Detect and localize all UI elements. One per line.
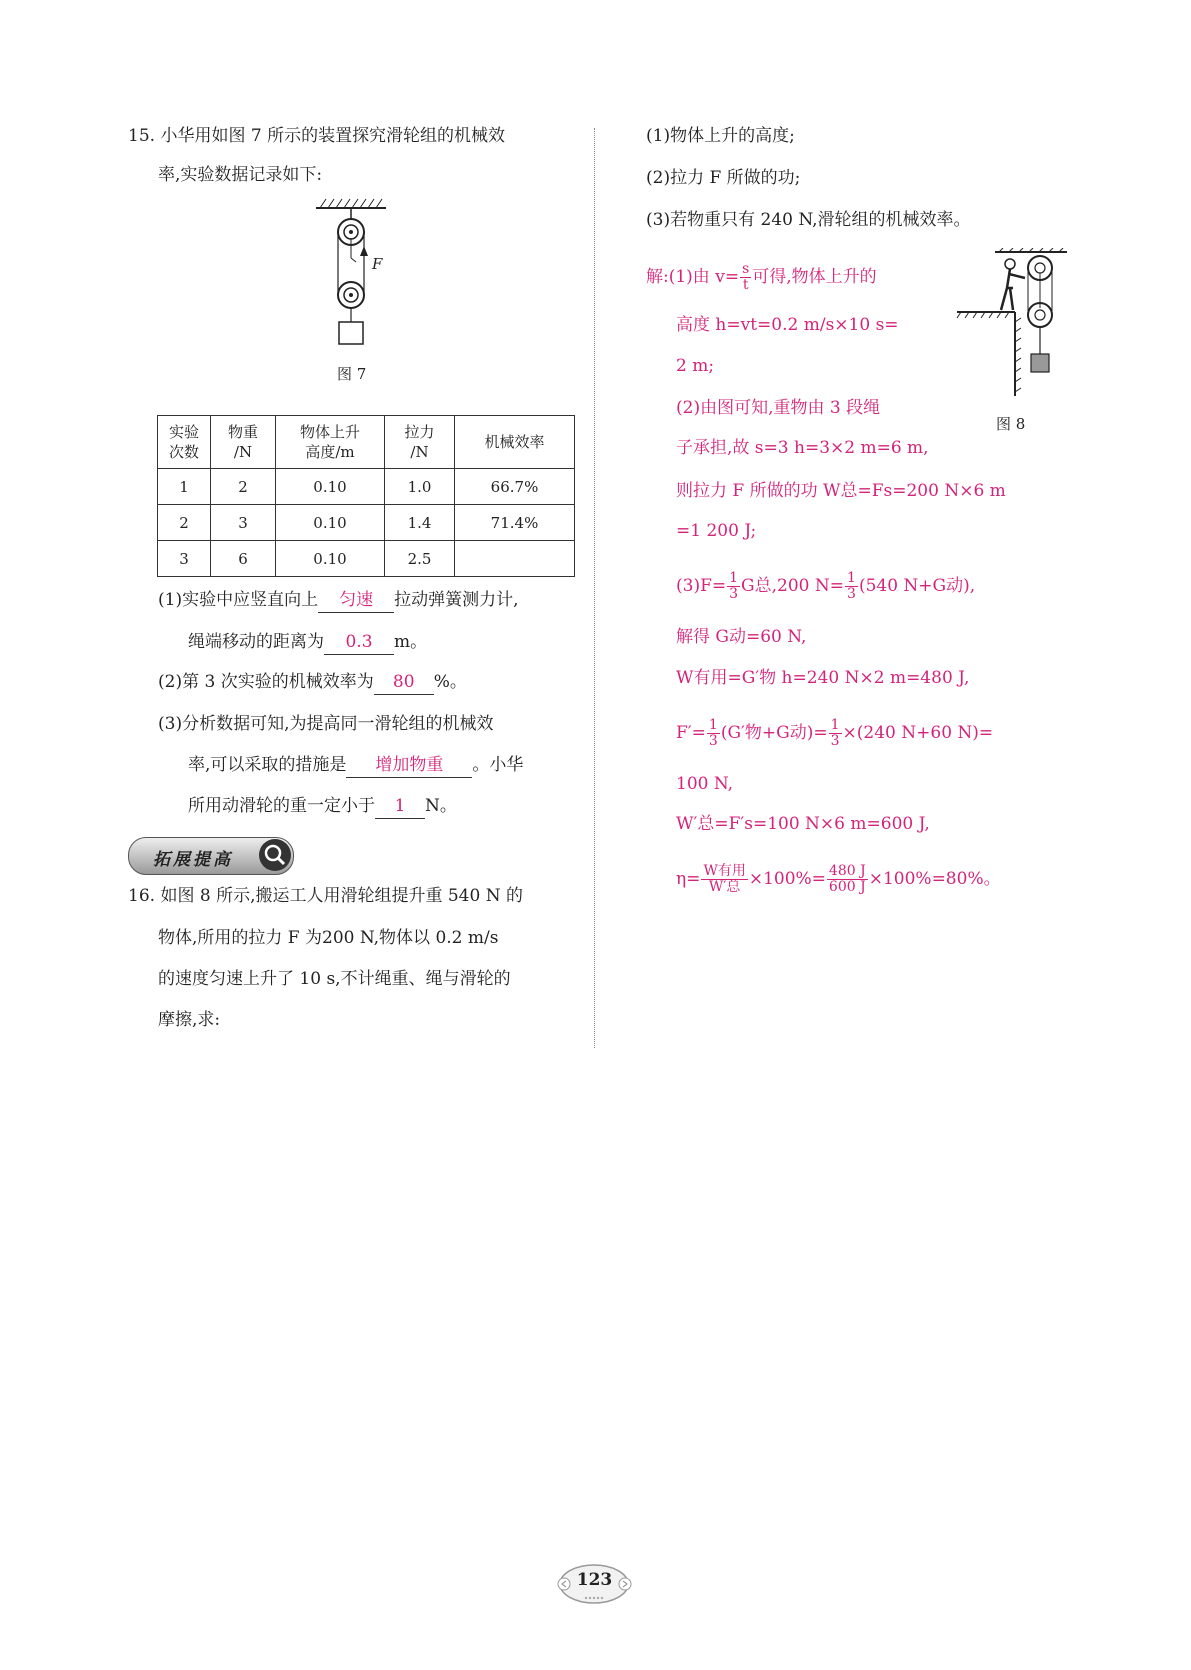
table-cell: 1 xyxy=(158,469,211,505)
solution-line10: W有用=G′物 h=240 N×2 m=480 J, xyxy=(676,668,970,688)
answer-blank-speed: 匀速 xyxy=(318,588,394,613)
table-row xyxy=(158,505,575,541)
table-cell: 2.5 xyxy=(385,541,455,577)
table-header: 物重 /N xyxy=(211,416,276,469)
q15-part1-line2: 绳端移动的距离为 0.3 m。 xyxy=(188,630,427,655)
table-header: 实验 次数 xyxy=(158,416,211,469)
q15-line2: 率,实验数据记录如下: xyxy=(158,165,323,185)
magnifier-icon xyxy=(259,839,291,871)
table-cell: 0.10 xyxy=(276,541,385,577)
solution-line2: 高度 h=vt=0.2 m/s×10 s= xyxy=(676,315,899,335)
table-cell: 0.10 xyxy=(276,505,385,541)
q15-part1-line1: (1)实验中应竖直向上 匀速 拉动弹簧测力计, xyxy=(158,588,519,613)
table-cell: 2 xyxy=(158,505,211,541)
column-divider xyxy=(594,128,595,1048)
solution-line11: F′= $\frac{1}{3}$ (G′物+G动)= $\frac{1}{3}$ ×(240 N+60 N)= xyxy=(676,717,994,749)
solution-line3: 2 m; xyxy=(676,356,715,376)
q15-part3-line2: 率,可以采取的措施是 增加物重 。小华 xyxy=(188,753,523,778)
figure-7-caption: 图 7 xyxy=(337,365,367,383)
table-cell: 1.4 xyxy=(385,505,455,541)
q16-ask2: (2)拉力 F 所做的功; xyxy=(646,168,801,188)
solution-line1: 解:(1)由 v= $\frac{s}{t}$ 可得,物体上升的 xyxy=(646,261,877,293)
force-label-F: F xyxy=(372,255,383,273)
q15-part3-line1: (3)分析数据可知,为提高同一滑轮组的机械效 xyxy=(158,714,494,734)
solution-line12: 100 N, xyxy=(676,774,734,794)
table-cell: 1.0 xyxy=(385,469,455,505)
solution-line9: 解得 G动=60 N, xyxy=(676,627,807,647)
q15-part3-line3: 所用动滑轮的重一定小于 1 N。 xyxy=(188,794,457,819)
fraction-one-third: $\frac{1}{3}$ xyxy=(729,570,739,602)
table-cell: 71.4% xyxy=(455,505,575,541)
fraction-one-third: $\frac{1}{3}$ xyxy=(830,717,840,749)
table-row xyxy=(158,541,575,577)
solution-line7: =1 200 J; xyxy=(676,521,757,541)
table-header: 拉力 /N xyxy=(385,416,455,469)
fraction-one-third: $\frac{1}{3}$ xyxy=(847,570,856,602)
q16-line2: 物体,所用的拉力 F 为200 N,物体以 0.2 m/s xyxy=(158,928,499,948)
solution-line4: (2)由图可知,重物由 3 段绳 xyxy=(676,398,881,418)
fraction-s-over-t: $\frac{s}{t}$ xyxy=(742,261,750,293)
table-cell: 2 xyxy=(211,469,276,505)
figure-8-worker-pulley-diagram xyxy=(955,248,1070,398)
q15-part2: (2)第 3 次实验的机械效率为 80 %。 xyxy=(158,670,467,695)
answer-blank-efficiency: 80 xyxy=(374,670,434,695)
answer-blank-distance: 0.3 xyxy=(324,630,394,655)
table-header-row xyxy=(158,416,575,469)
page-number-badge xyxy=(556,1562,633,1606)
solution-line5: 子承担,故 s=3 h=3×2 m=6 m, xyxy=(676,438,929,458)
figure-8-caption: 图 8 xyxy=(996,415,1026,433)
section-title: 拓展提高 xyxy=(153,850,233,870)
table-cell: 6 xyxy=(211,541,276,577)
q16-line4: 摩擦,求: xyxy=(158,1010,221,1030)
fraction-one-third: $\frac{1}{3}$ xyxy=(708,717,718,749)
table-header: 机械效率 xyxy=(455,416,575,469)
table-cell: 0.10 xyxy=(276,469,385,505)
solution-line8: (3)F= $\frac{1}{3}$ G总,200 N= $\frac{1}{3}$ (540 N+G动), xyxy=(676,570,976,602)
solution-line14: η= $\frac{\text{W有用}}{\text{W′总}}$ ×100%= $\frac{480 J}{600 J}$ ×100%=80%。 xyxy=(676,863,1001,895)
table-cell: 3 xyxy=(158,541,211,577)
answer-blank-weight: 1 xyxy=(375,794,425,819)
q16-ask3: (3)若物重只有 240 N,滑轮组的机械效率。 xyxy=(646,210,971,230)
q15-line1: 15. 小华用如图 7 所示的装置探究滑轮组的机械效 xyxy=(128,126,506,146)
table-header: 物体上升 高度/m xyxy=(276,416,385,469)
page-number: 123 xyxy=(576,1570,613,1590)
answer-blank-measure: 增加物重 xyxy=(346,753,472,778)
table-cell: 66.7% xyxy=(455,469,575,505)
experiment-data-table xyxy=(157,415,575,577)
q16-line1: 16. 如图 8 所示,搬运工人用滑轮组提升重 540 N 的 xyxy=(128,886,524,906)
fraction-work-ratio: $\frac{\text{W有用}}{\text{W′总}}$ xyxy=(703,863,746,895)
figure-7-pulley-diagram xyxy=(310,198,390,356)
table-cell xyxy=(455,541,575,577)
q16-ask1: (1)物体上升的高度; xyxy=(646,126,795,146)
q16-line3: 的速度匀速上升了 10 s,不计绳重、绳与滑轮的 xyxy=(158,969,511,989)
table-cell: 3 xyxy=(211,505,276,541)
solution-line13: W′总=F′s=100 N×6 m=600 J, xyxy=(676,814,930,834)
fraction-480-over-600: $\frac{480 J}{600 J}$ xyxy=(828,863,866,895)
section-header-extension xyxy=(128,837,294,875)
table-row xyxy=(158,469,575,505)
solution-line6: 则拉力 F 所做的功 W总=Fs=200 N×6 m xyxy=(676,481,1006,501)
